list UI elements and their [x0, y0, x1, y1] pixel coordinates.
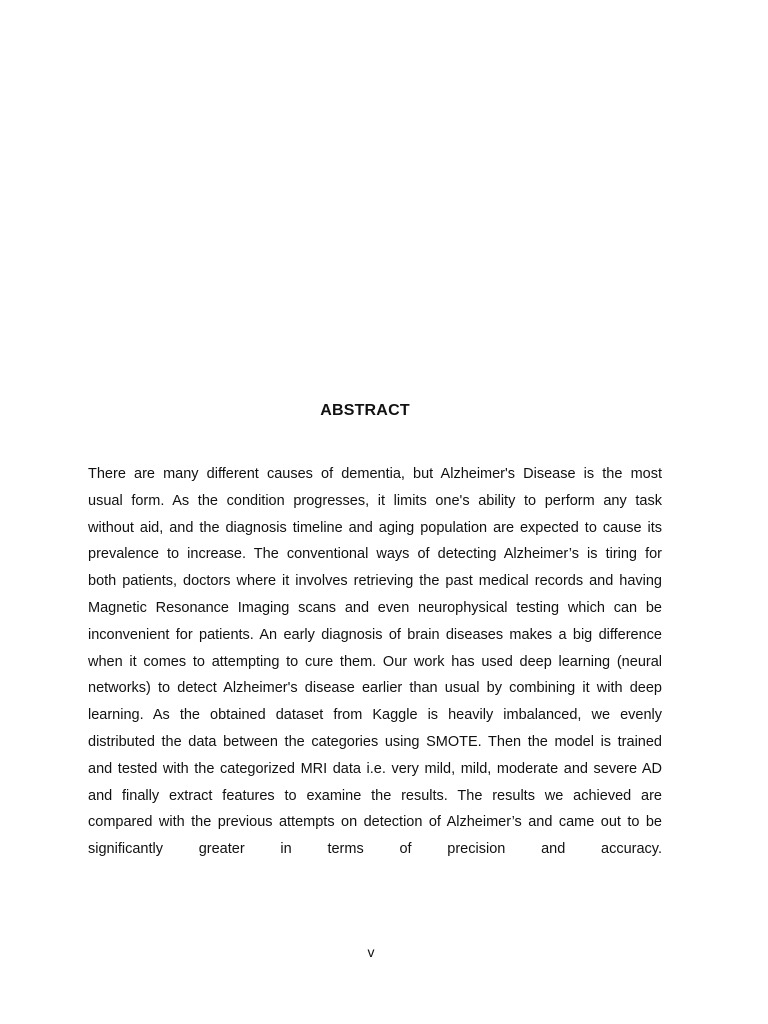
abstract-line: There are many different causes of dementia, but Alzheimer's Disease is the most [88, 466, 662, 482]
abstract-line: usual form. As the condition progresses, it limits one's ability to perform any task [88, 492, 662, 509]
abstract-body [88, 461, 662, 863]
abstract-line: significantly greater in terms of precision and accuracy. [88, 841, 662, 858]
abstract-line: and finally extract features to examine the results. The results we achieved are [88, 787, 662, 804]
abstract-line: Magnetic Resonance Imaging scans and even neurophysical testing which can be [88, 599, 662, 616]
abstract-line: when it comes to attempting to cure them. Our work has used deep learning (neural [88, 653, 662, 670]
abstract-line: both patients, doctors where it involves retrieving the past medical records and having [88, 573, 662, 590]
abstract-line: prevalence to increase. The conventional ways of detecting Alzheimer’s is tiring for [88, 546, 662, 563]
abstract-line: learning. As the obtained dataset from Kaggle is heavily imbalanced, we evenly [88, 707, 662, 724]
abstract-line: without aid, and the diagnosis timeline and aging population are expected to cause its [88, 519, 662, 536]
page-number: v [367, 944, 375, 960]
abstract-line: and tested with the categorized MRI data i.e. very mild, mild, moderate and severe AD [88, 760, 662, 777]
abstract-heading: ABSTRACT [320, 402, 410, 419]
abstract-line: compared with the previous attempts on detection of Alzheimer’s and came out to be [88, 814, 662, 831]
abstract-line: distributed the data between the categories using SMOTE. Then the model is trained [88, 733, 662, 750]
abstract-line: inconvenient for patients. An early diagnosis of brain diseases makes a big difference [88, 626, 662, 643]
abstract-line: networks) to detect Alzheimer's disease earlier than usual by combining it with deep [88, 680, 662, 697]
